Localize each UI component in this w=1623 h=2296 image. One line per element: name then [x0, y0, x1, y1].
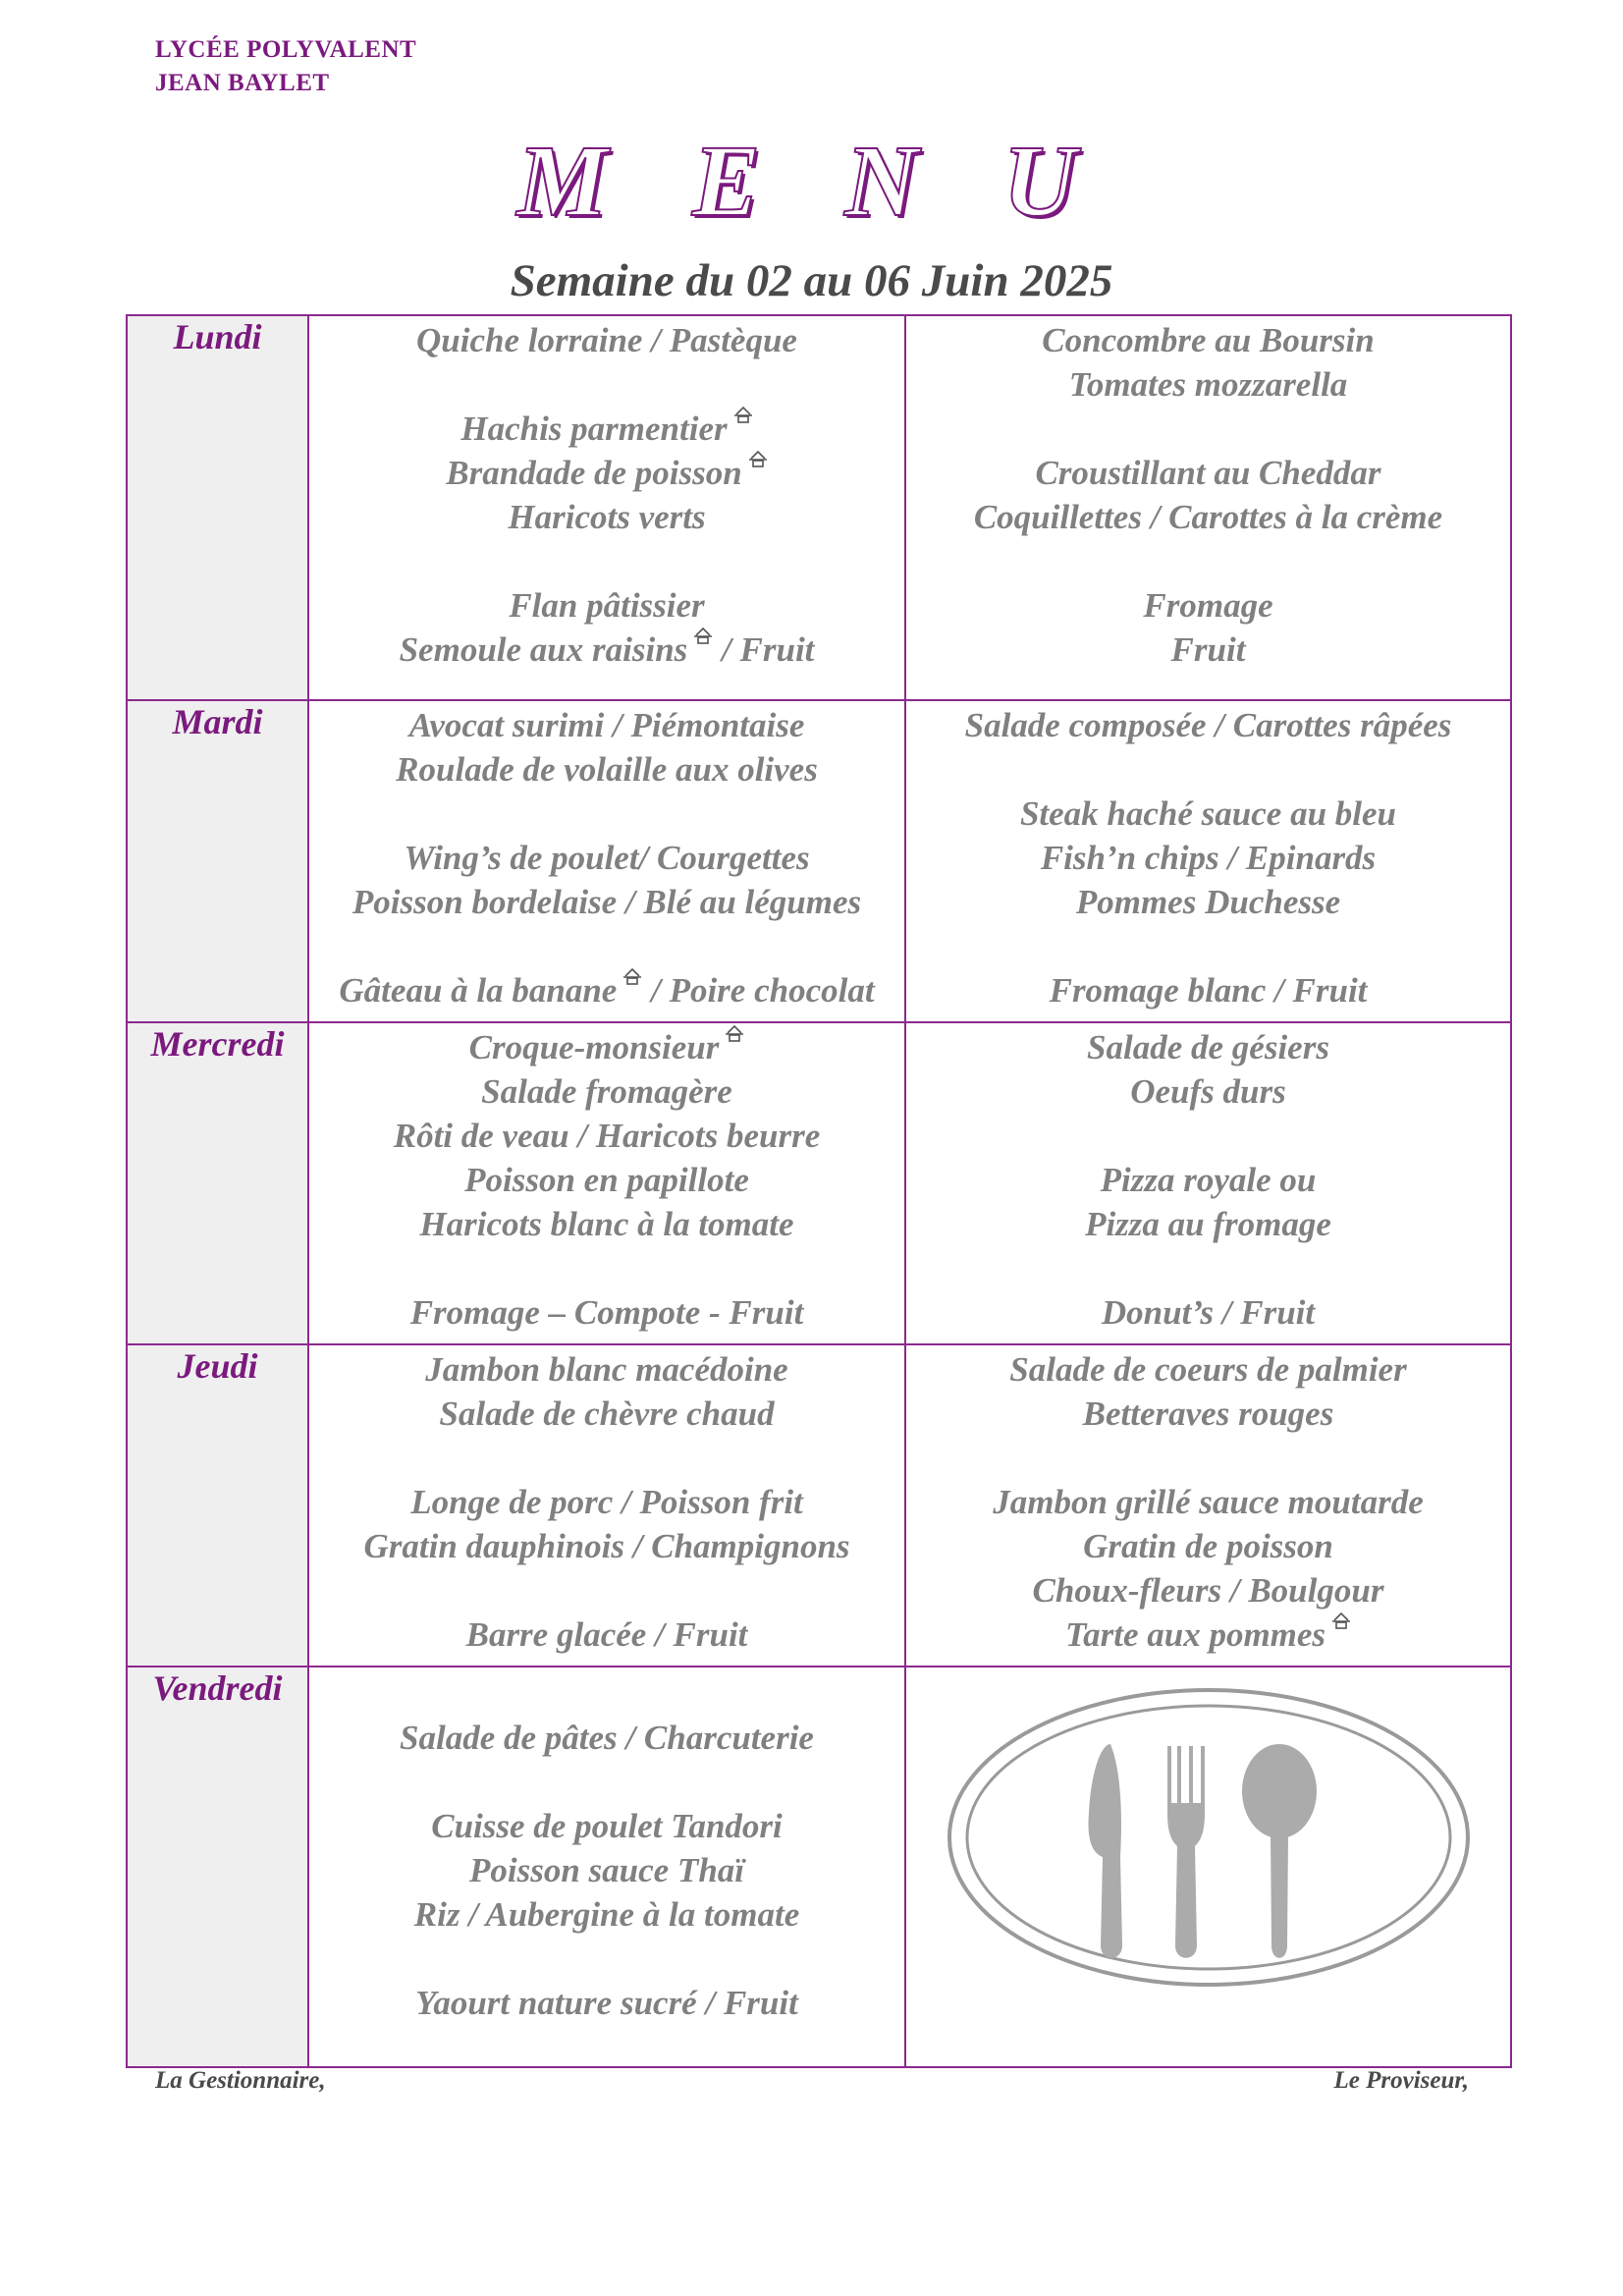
day-row: [127, 700, 1511, 1022]
menu-dish: [906, 1568, 1510, 1613]
menu-dish: [309, 1613, 904, 1657]
menu-dish: [309, 836, 904, 880]
dish-label: Steak haché sauce au bleu: [1019, 794, 1397, 833]
homemade-pot-icon: [733, 405, 753, 424]
dish-label: Flan pâtissier: [509, 586, 705, 625]
menu-spacer: [309, 1937, 904, 1981]
homemade-pot-icon: [1331, 1611, 1351, 1630]
menu-spacer: [309, 1436, 904, 1480]
dish-label: Riz / Aubergine à la tomate: [413, 1895, 800, 1934]
menu-dish: [906, 792, 1510, 836]
menu-title: M E N U: [516, 125, 1107, 238]
dish-suffix: / Poire chocolat: [642, 971, 875, 1010]
menu-spacer: [906, 747, 1510, 792]
homemade-pot-icon: [725, 1023, 744, 1043]
dinner-cell: [905, 700, 1511, 1022]
menu-dish: [906, 836, 1510, 880]
dish-label: Avocat surimi / Piémontaise: [408, 706, 805, 744]
dish-label: Poisson en papillote: [464, 1161, 749, 1199]
day-name: Vendredi: [127, 1667, 308, 2067]
dinner-cell: [905, 1022, 1511, 1344]
day-name: Mercredi: [127, 1022, 308, 1344]
menu-dish: [906, 1158, 1510, 1202]
menu-dish: [309, 1392, 904, 1436]
menu-dish: [906, 495, 1510, 539]
menu-dish: [309, 628, 904, 672]
dish-label: Semoule aux raisins: [399, 630, 688, 669]
menu-spacer: [309, 924, 904, 968]
school-line-2: JEAN BAYLET: [155, 70, 330, 96]
menu-spacer: [906, 1436, 1510, 1480]
dish-label: Jambon blanc macédoine: [425, 1350, 788, 1389]
menu-dish: [906, 880, 1510, 924]
dish-label: Roulade de volaille aux olives: [396, 750, 818, 789]
dish-label: Salade de gésiers: [1087, 1028, 1329, 1066]
menu-dish: [309, 1804, 904, 1848]
menu-dish: [309, 747, 904, 792]
dish-label: Coquillettes / Carottes à la crème: [973, 498, 1443, 536]
menu-dish: [309, 1158, 904, 1202]
menu-dish: [309, 1981, 904, 2025]
dish-label: Pommes Duchesse: [1075, 883, 1341, 921]
lunch-cell: [308, 1344, 905, 1667]
menu-dish: [906, 1392, 1510, 1436]
dish-label: Croustillant au Cheddar: [1035, 454, 1381, 492]
dish-label: Pizza au fromage: [1085, 1205, 1331, 1243]
homemade-pot-icon: [622, 966, 642, 986]
day-row: [127, 1344, 1511, 1667]
dish-label: Longe de porc / Poisson frit: [410, 1483, 803, 1521]
menu-dish: [309, 1202, 904, 1246]
dish-label: Choux-fleurs / Boulgour: [1032, 1571, 1384, 1610]
menu-dish: [906, 1290, 1510, 1335]
dish-label: Fish’n chips / Epinards: [1040, 839, 1377, 877]
menu-dish: [906, 703, 1510, 747]
dish-label: Salade fromagère: [481, 1072, 732, 1111]
dish-label: Salade de pâtes / Charcuterie: [400, 1719, 814, 1757]
dish-label: Haricots verts: [508, 498, 706, 536]
dish-label: Poisson bordelaise / Blé au légumes: [352, 883, 862, 921]
signature-gestionnaire: La Gestionnaire,: [155, 2067, 326, 2094]
dish-label: Oeufs durs: [1130, 1072, 1286, 1111]
dish-label: Poisson sauce Thaï: [468, 1851, 745, 1889]
dish-label: Croque-monsieur: [468, 1028, 720, 1066]
menu-spacer: [906, 1246, 1510, 1290]
day-name: Jeudi: [127, 1344, 308, 1667]
dish-label: Fromage: [1143, 586, 1273, 625]
menu-spacer: [309, 1568, 904, 1613]
dish-label: Cuisse de poulet Tandori: [431, 1807, 783, 1845]
homemade-pot-icon: [693, 626, 713, 645]
school-name: [155, 33, 416, 100]
menu-dish: [906, 628, 1510, 672]
menu-dish: [906, 1025, 1510, 1069]
menu-dish: [309, 703, 904, 747]
menu-spacer: [906, 1114, 1510, 1158]
menu-spacer: [906, 539, 1510, 583]
dish-label: Gratin de poisson: [1083, 1527, 1333, 1565]
menu-dish: [309, 495, 904, 539]
menu-dish: [309, 1114, 904, 1158]
week-subtitle: Semaine du 02 au 06 Juin 2025: [510, 255, 1113, 306]
dish-label: Tomates mozzarella: [1068, 365, 1348, 404]
menu-dish: [309, 1025, 904, 1069]
day-row: [127, 1022, 1511, 1344]
lunch-cell: [308, 315, 905, 700]
dish-label: Donut’s / Fruit: [1101, 1293, 1316, 1332]
lunch-cell: [308, 700, 905, 1022]
dinner-cell: [905, 315, 1511, 700]
dish-label: Fruit: [1170, 630, 1246, 669]
dish-label: Betteraves rouges: [1082, 1394, 1334, 1433]
menu-dish: [906, 1613, 1510, 1657]
menu-spacer: [906, 924, 1510, 968]
menu-spacer: [906, 407, 1510, 451]
menu-dish: [906, 451, 1510, 495]
menu-dish: [906, 362, 1510, 407]
menu-dish: [906, 583, 1510, 628]
knife-icon: [1088, 1744, 1121, 1958]
menu-dish: [906, 318, 1510, 362]
day-row: [127, 315, 1511, 700]
menu-dish: [309, 1480, 904, 1524]
dish-label: Salade de coeurs de palmier: [1009, 1350, 1407, 1389]
menu-dish: [309, 1347, 904, 1392]
menu-spacer: [309, 1760, 904, 1804]
menu-spacer: [309, 1671, 904, 1716]
day-name: Lundi: [127, 315, 308, 700]
dish-label: Salade composée / Carottes râpées: [964, 706, 1452, 744]
menu-table: [126, 314, 1512, 2068]
menu-spacer: [309, 1246, 904, 1290]
lunch-cell: [308, 1022, 905, 1344]
menu-spacer: [309, 362, 904, 407]
menu-dish: [309, 1290, 904, 1335]
menu-dish: [309, 1069, 904, 1114]
day-row: [127, 1667, 1511, 2067]
dish-label: Haricots blanc à la tomate: [419, 1205, 794, 1243]
menu-dish: [309, 583, 904, 628]
day-name: Mardi: [127, 700, 308, 1022]
dish-label: Pizza royale ou: [1100, 1161, 1317, 1199]
spoon-icon: [1242, 1744, 1317, 1958]
menu-dish: [309, 1524, 904, 1568]
menu-spacer: [309, 539, 904, 583]
menu-dish: [906, 1202, 1510, 1246]
dish-label: Tarte aux pommes: [1064, 1615, 1326, 1654]
dish-label: Salade de chèvre chaud: [439, 1394, 775, 1433]
homemade-pot-icon: [748, 449, 768, 468]
signature-proviseur: Le Proviseur,: [1333, 2067, 1469, 2094]
dish-label: Brandade de poisson: [446, 454, 742, 492]
plate-cutlery-icon: [944, 1685, 1474, 1995]
menu-spacer: [309, 792, 904, 836]
dish-label: Yaourt nature sucré / Fruit: [415, 1984, 798, 2022]
menu-dish: [906, 1480, 1510, 1524]
dish-label: Gâteau à la banane: [339, 971, 618, 1010]
dinner-cell: [905, 1344, 1511, 1667]
school-line-1: LYCÉE POLYVALENT: [155, 36, 417, 63]
dish-label: Concombre au Boursin: [1042, 321, 1375, 359]
menu-dish: [309, 1892, 904, 1937]
menu-dish: [309, 968, 904, 1012]
menu-dish: [309, 407, 904, 451]
menu-dish: [906, 1347, 1510, 1392]
dish-label: Rôti de veau / Haricots beurre: [393, 1117, 821, 1155]
menu-dish: [309, 1848, 904, 1892]
dish-label: Fromage – Compote - Fruit: [409, 1293, 804, 1332]
dish-label: Quiche lorraine / Pastèque: [416, 321, 797, 359]
dish-label: Fromage blanc / Fruit: [1049, 971, 1368, 1010]
dish-label: Jambon grillé sauce moutarde: [993, 1483, 1424, 1521]
menu-dish: [309, 1716, 904, 1760]
dish-label: Gratin dauphinois / Champignons: [363, 1527, 850, 1565]
dish-label: Barre glacée / Fruit: [465, 1615, 748, 1654]
dish-label: Hachis parmentier: [460, 410, 728, 448]
menu-dish: [309, 451, 904, 495]
menu-dish: [906, 1069, 1510, 1114]
menu-dish: [309, 318, 904, 362]
dish-suffix: / Fruit: [713, 630, 815, 669]
fork-icon: [1167, 1746, 1205, 1958]
dinner-cell: [905, 1667, 1511, 2067]
dish-label: Wing’s de poulet/ Courgettes: [404, 839, 810, 877]
menu-dish: [309, 880, 904, 924]
menu-dish: [906, 1524, 1510, 1568]
menu-dish: [906, 968, 1510, 1012]
lunch-cell: [308, 1667, 905, 2067]
